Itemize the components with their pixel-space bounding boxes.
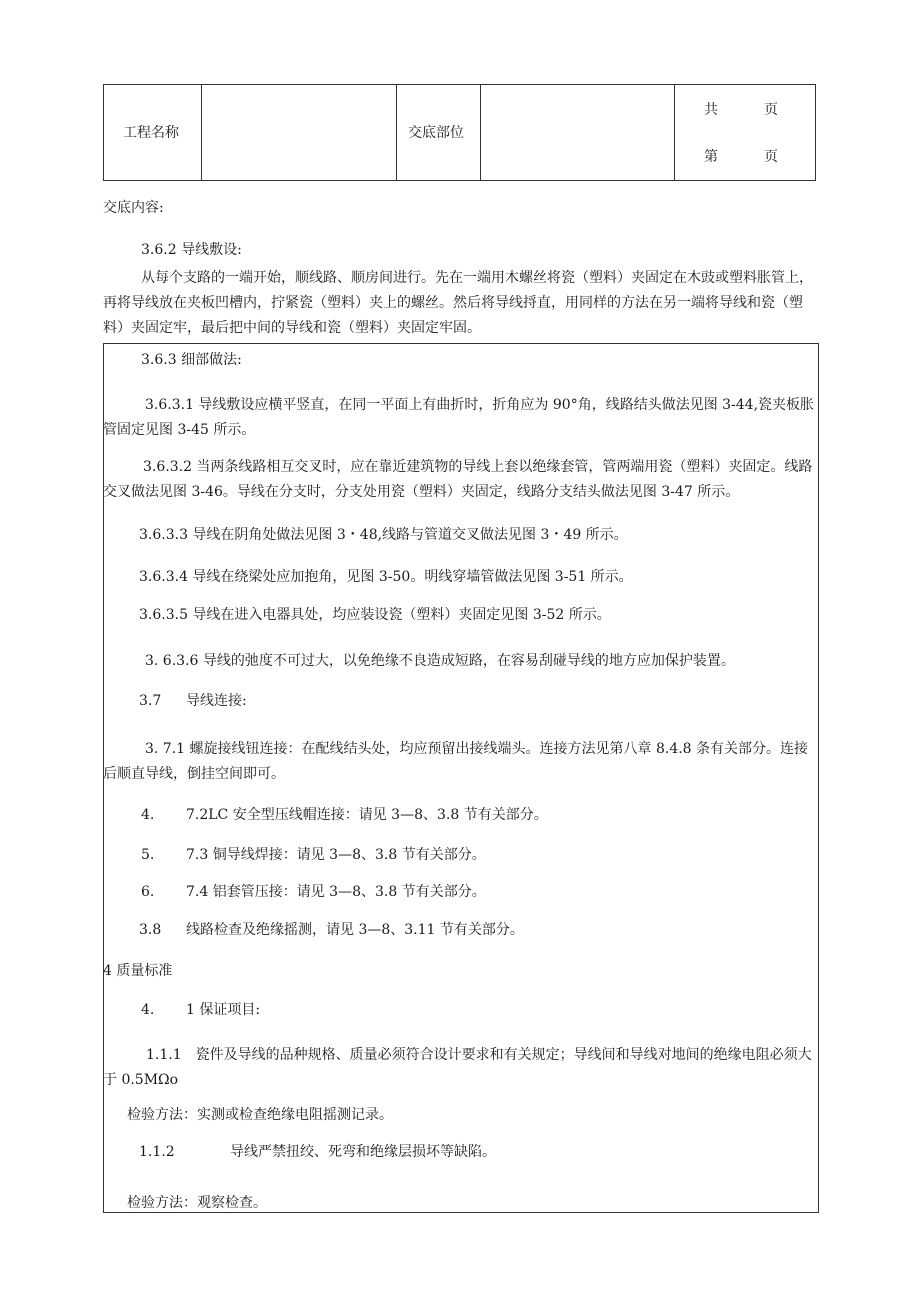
- page-number-label: 第: [704, 149, 718, 165]
- section-heading: 3.6.2 导线敷设:: [141, 242, 242, 258]
- list-text: 7.3 铜导线焊接：请见 3—8、3.8 节有关部分。: [186, 847, 486, 863]
- inspection-method: 检验方法：实测或检查绝缘电阻摇测记录。: [127, 1107, 393, 1123]
- total-pages-label: 共: [704, 102, 718, 118]
- section-title: 线路检查及绝缘摇测，请见 3—8、3.11 节有关部分。: [186, 922, 524, 938]
- section-heading: 3.6.3 细部做法:: [141, 352, 242, 368]
- list-text: 7.2LC 安全型压线帽连接：请见 3—8、3.8 节有关部分。: [186, 807, 548, 823]
- list-number: 4.: [141, 807, 155, 823]
- intro-paragraph: 从每个支路的一端开始，顺线路、顺房间进行。先在一端用木螺丝将瓷（塑料）夹固定在木豉或塑料胀管上，再将导线放在夹板凹槽内，拧紧瓷（塑料）夹上的螺丝。然后将导线捋直，用同样的方法在另一端将导线和瓷（塑料）夹固定牢，最后把中间的导线和瓷（塑料）夹固定牢固。: [103, 270, 813, 336]
- list-text: 导线严禁扭绞、死弯和绝缘层损坏等缺陷。: [230, 1144, 496, 1160]
- clause-line: 3.6.3.4 导线在绕梁处应加抱角，见图 3-50。明线穿墙管做法见图 3-51 所示。: [139, 569, 633, 585]
- section-number: 3.7: [139, 693, 162, 709]
- section-title: 导线连接:: [186, 693, 247, 709]
- list-number: 4.: [141, 1002, 155, 1018]
- header-divider: [674, 85, 675, 180]
- clause-paragraph: 3. 7.1 螺旋接线钮连接：在配线结头处，均应预留出接线端头。连接方法见第八章 8.4.8 条有关部分。连接后顺直导线，倒挂空间即可。: [103, 741, 809, 782]
- inspection-method: 检验方法：观察检查。: [127, 1195, 267, 1211]
- clause-paragraph: 1.1.1 瓷件及导线的品种规格、质量必须符合设计要求和有关规定；导线间和导线对地间的绝缘电阻必须大于 0.5MΩo: [103, 1047, 812, 1088]
- header-divider: [201, 85, 202, 180]
- clause-paragraph: 3.6.3.2 当两条线路相互交叉时，应在靠近建筑物的导线上套以绝缘套管，管两端用瓷（塑料）夹固定。线路交叉做法见图 3-46。导线在分支时，分支处用瓷（塑料）夹固定，线路分支结头做法见图 3-47 所示。: [103, 459, 813, 500]
- header-divider: [396, 85, 397, 180]
- list-text: 1 保证项目:: [186, 1002, 261, 1018]
- project-name-label: 工程名称: [123, 125, 179, 141]
- section-heading: 4 质量标准: [103, 963, 173, 979]
- header-divider: [480, 85, 481, 180]
- clause-line: 3.6.3.5 导线在进入电器具处，均应装设瓷（塑料）夹固定见图 3-52 所示。: [139, 607, 611, 623]
- list-number: 1.1.2: [139, 1144, 175, 1160]
- list-number: 5.: [141, 847, 155, 863]
- list-number: 6.: [141, 884, 155, 900]
- clause-line: 3.6.3.3 导线在阴角处做法见图 3・48,线路与管道交叉做法见图 3・49 所示。: [139, 527, 628, 543]
- page-number-unit: 页: [764, 149, 778, 165]
- clause-paragraph: 3.6.3.1 导线敷设应横平竖直，在同一平面上有曲折时，折角应为 90°角，线路结头做法见图 3-44,瓷夹板胀管固定见图 3-45 所示。: [103, 397, 815, 438]
- section-number: 3.8: [139, 922, 162, 938]
- disclosure-part-label: 交底部位: [408, 125, 464, 141]
- total-pages-unit: 页: [764, 102, 778, 118]
- clause-line: 3. 6.3.6 导线的弛度不可过大，以免绝缘不良造成短路，在容易刮碰导线的地方应加保护装置。: [145, 653, 735, 669]
- list-text: 7.4 铝套管压接：请见 3—8、3.8 节有关部分。: [186, 884, 486, 900]
- content-label: 交底内容:: [103, 200, 164, 216]
